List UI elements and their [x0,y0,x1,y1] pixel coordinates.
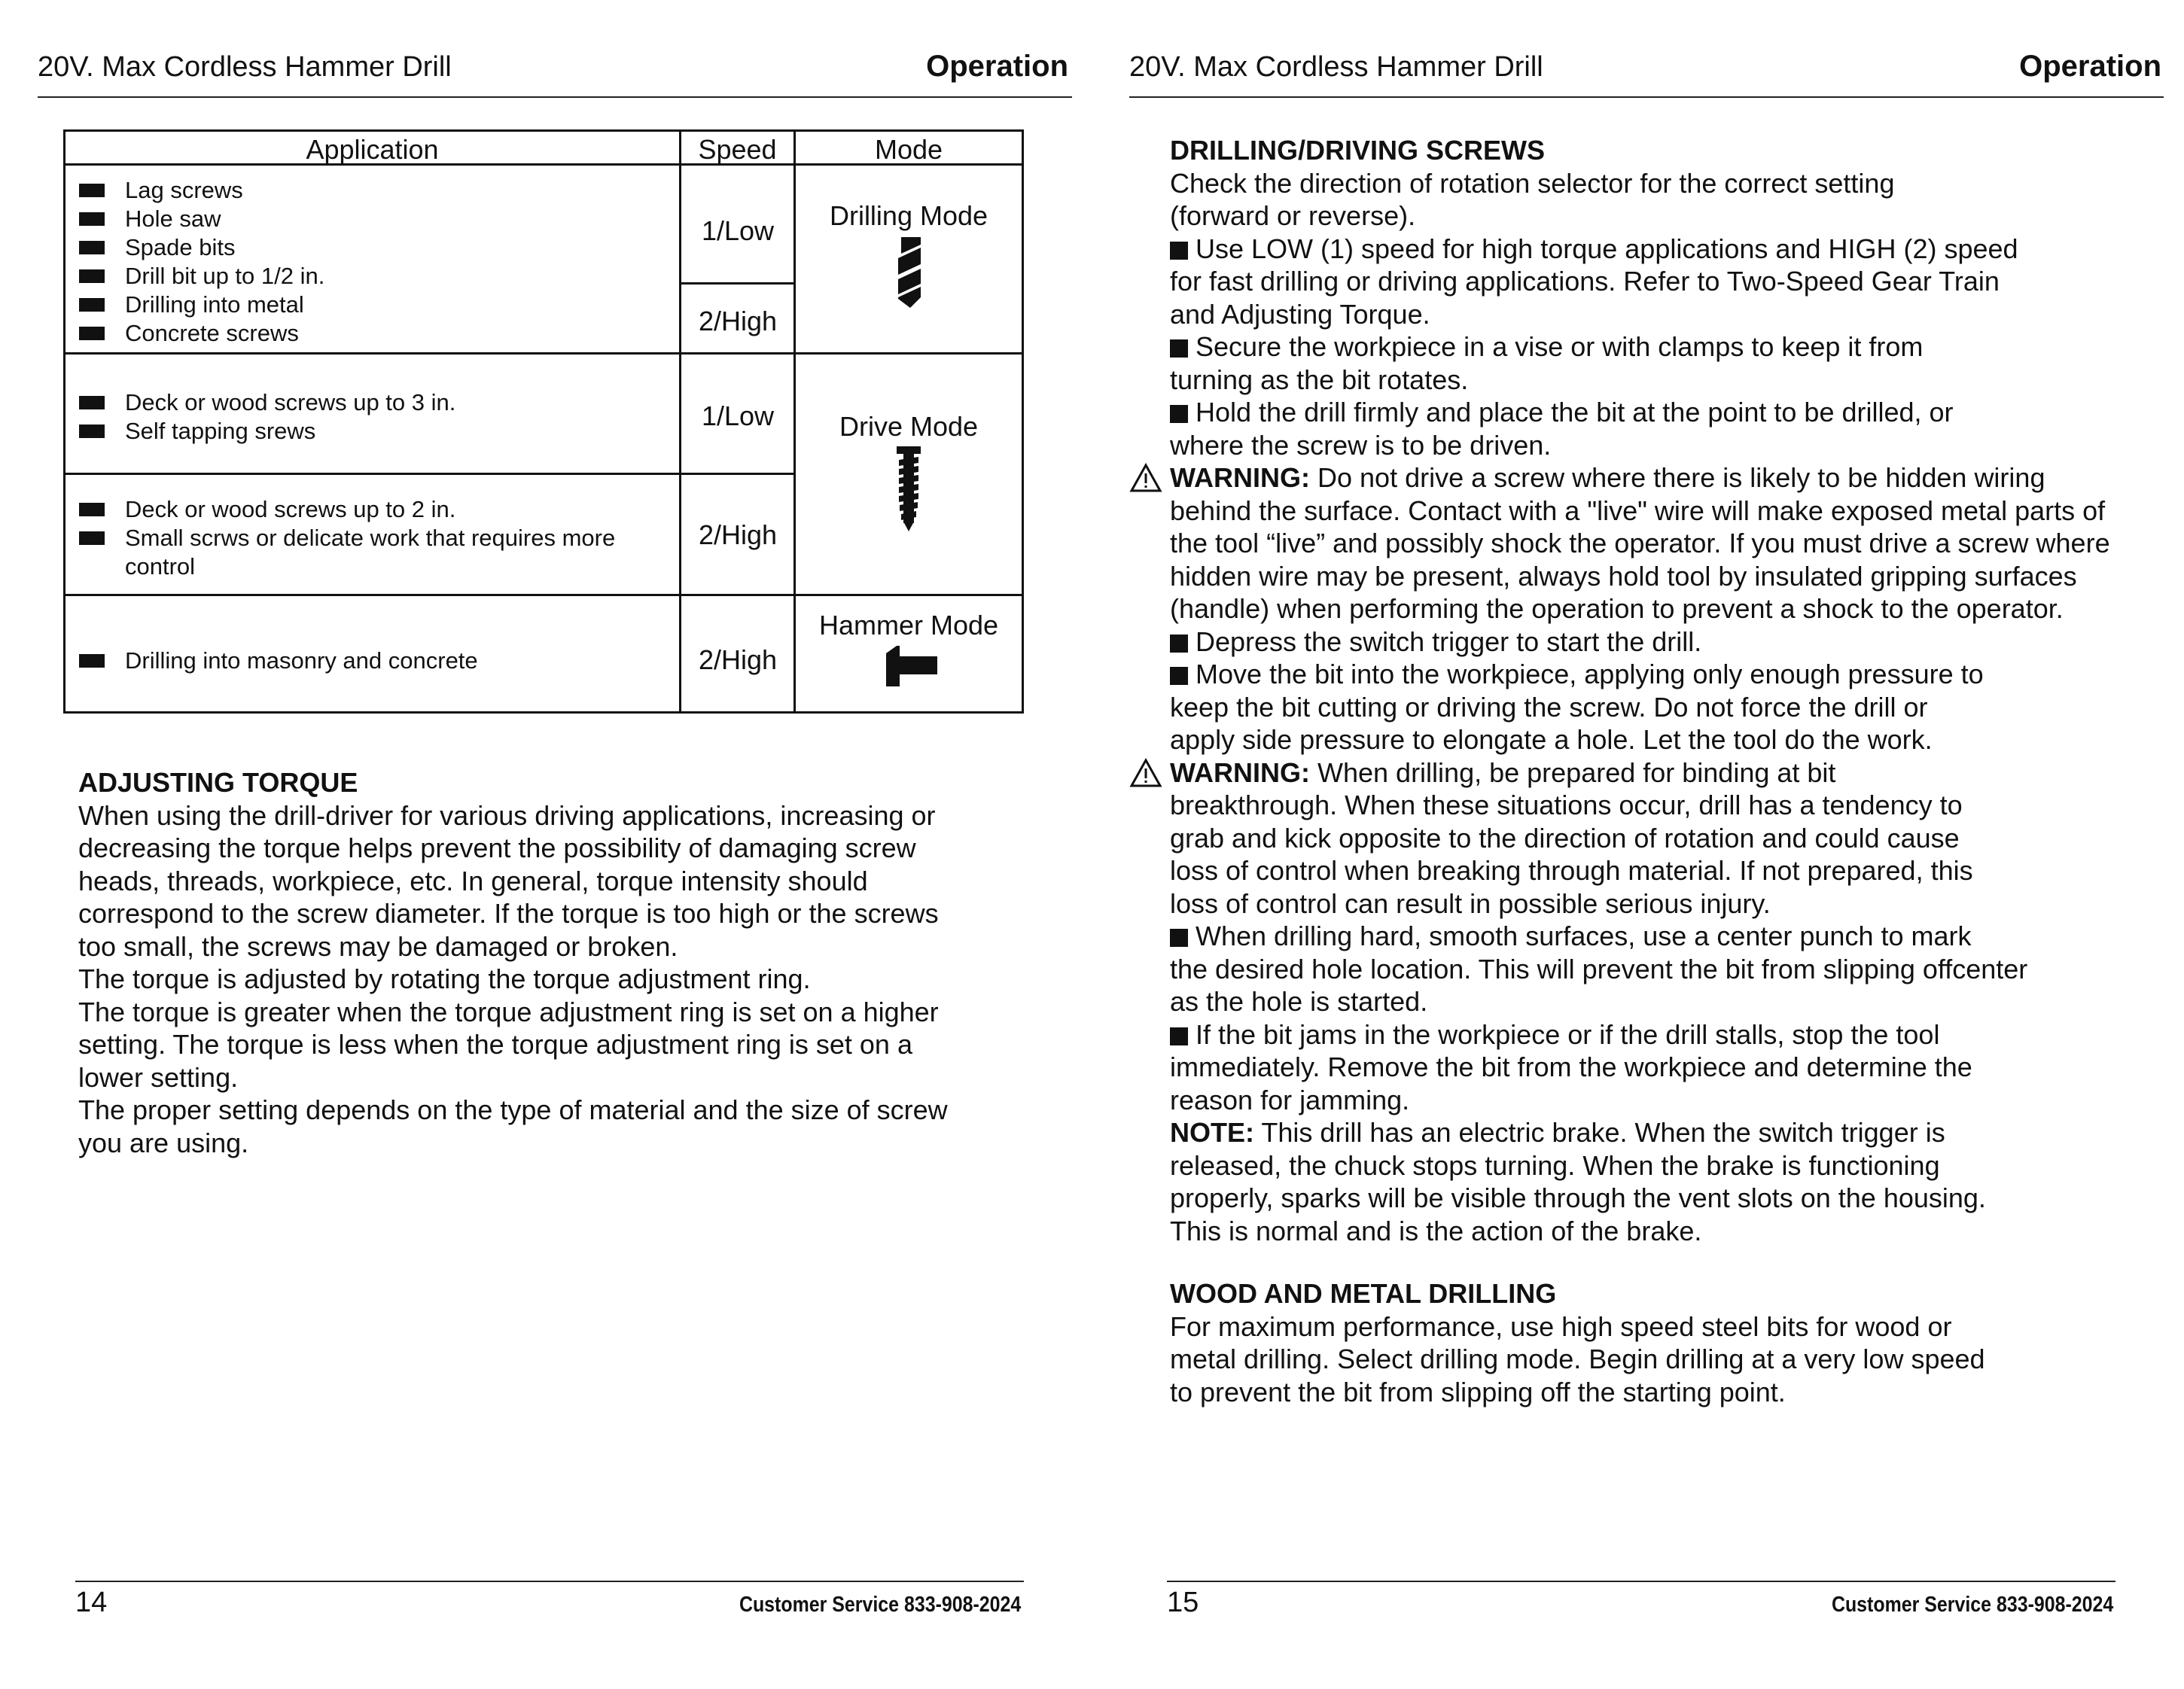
speed-low: 1/Low [701,400,775,431]
header-application: Application [306,134,439,165]
wood-metal-section [1170,1277,1985,1408]
speed-high: 2/High [698,306,778,336]
paragraph-line: The torque is adjusted by rotating the torque adjustment ring. [78,963,811,994]
paragraph-line: decreasing the torque helps prevent the possibility of damaging screw [78,832,916,863]
mode-drilling: Drilling Mode [829,200,988,231]
list-bullet [79,327,105,340]
paragraph-line: When using the drill-driver for various driving applications, increasing or [78,799,936,831]
mode-hammer: Hammer Mode [818,610,999,641]
warning-line: WARNING: When drilling, be prepared for binding at bit [1170,756,2110,790]
page-number: 14 [75,1587,108,1618]
note-label: NOTE: [1170,1117,1254,1148]
list-item: Drilling into masonry and concrete [125,647,478,674]
list-bullet [79,298,105,312]
customer-service: Customer Service 833-908-2024 [1831,1593,2113,1617]
customer-service: Customer Service 833-908-2024 [739,1593,1021,1617]
bullet-line: When drilling hard, smooth surfaces, use a center punch to mark [1170,920,2110,953]
paragraph-line: heads, threads, workpiece, etc. In general, torque intensity should [78,865,868,896]
square-bullet-icon [1170,405,1188,423]
section-heading: ADJUSTING TORQUE [78,767,358,798]
square-bullet-icon [1170,929,1188,947]
paragraph-line: Check the direction of rotation selector for the correct setting [1170,167,1895,199]
paragraph-line: immediately. Remove the bit from the workpiece and determine the [1170,1051,1972,1082]
list-bullet [79,269,105,283]
adjusting-torque-section [78,766,948,1159]
paragraph-line: metal drilling. Select drilling mode. Begin drilling at a very low speed [1170,1344,1985,1374]
paragraph-line: too small, the screws may be damaged or broken. [78,930,678,962]
header-title: 20V. Max Cordless Hammer Drill [1129,51,1543,83]
header-section: Operation [926,50,1068,83]
footer-rule [75,1581,1024,1582]
paragraph-line: lower setting. [78,1061,239,1093]
drill-bit-icon [895,237,922,309]
list-item: Small scrws or delicate work that requires more [125,525,616,551]
square-bullet-icon [1170,635,1188,653]
paragraph-line: to prevent the bit from slipping off the starting point. [1170,1376,1786,1408]
paragraph-line: properly, sparks will be visible through the vent slots on the housing. [1170,1182,1986,1213]
bullet-line: Depress the switch trigger to start the drill. [1170,625,2110,659]
paragraph-line: (handle) when performing the operation to prevent a shock to the operator. [1170,593,2064,624]
speed-high: 2/High [698,644,778,675]
paragraph-line: turning as the bit rotates. [1170,364,1469,395]
paragraph-line: where the screw is to be driven. [1170,429,1552,461]
warning-line: WARNING: Do not drive a screw where there is likely to be hidden wiring [1170,461,2110,495]
list-item: Deck or wood screws up to 2 in. [125,496,456,522]
table-divider [65,352,1022,355]
paragraph-line: for fast drilling or driving applications. Refer to Two-Speed Gear Train [1170,266,2000,297]
paragraph-line: breakthrough. When these situations occur, drill has a tendency to [1170,790,1963,820]
paragraph-line: keep the bit cutting or driving the screw. Do not force the drill or [1170,691,1928,723]
hammer-icon [886,646,937,686]
list-bullet [79,531,105,545]
list-bullet [79,184,105,197]
list-bullet [79,212,105,226]
application-table [63,129,1024,714]
square-bullet-icon [1170,667,1188,685]
square-bullet-icon [1170,339,1188,358]
paragraph-line: hidden wire may be present, always hold tool by insulated gripping surfaces [1170,560,2077,592]
warning-label: WARNING: [1170,756,1310,788]
bullet-line: If the bit jams in the workpiece or if the drill stalls, stop the tool [1170,1018,2110,1051]
list-bullet [79,396,105,409]
warning-triangle-icon [1129,758,1162,788]
paragraph-line: The torque is greater when the torque adjustment ring is set on a higher [78,996,939,1027]
list-item: Deck or wood screws up to 3 in. [125,389,456,415]
header-title: 20V. Max Cordless Hammer Drill [38,51,452,83]
bullet-line: Move the bit into the workpiece, applying only enough pressure to [1170,658,2110,691]
list-item: Drill bit up to 1/2 in. [125,263,325,289]
list-bullet [79,241,105,254]
paragraph-line: grab and kick opposite to the direction of rotation and could cause [1170,822,1960,854]
section-heading: WOOD AND METAL DRILLING [1170,1278,1557,1309]
header-section: Operation [2019,50,2161,83]
paragraph-line: The proper setting depends on the type of material and the size of screw [78,1094,948,1125]
list-bullet [79,503,105,516]
warning-label: WARNING: [1170,462,1310,493]
table-divider [65,594,1022,596]
list-item: Spade bits [125,234,236,260]
bullet-line: Secure the workpiece in a vise or with clamps to keep it from [1170,330,2110,364]
paragraph-line: setting. The torque is less when the torque adjustment ring is set on a [78,1029,912,1060]
paragraph-line: For maximum performance, use high speed steel bits for wood or [1170,1310,1952,1342]
drilling-driving-section [1170,134,2110,1247]
header-speed: Speed [698,134,777,165]
warning-triangle-icon [1129,463,1162,493]
list-bullet [79,425,105,438]
paragraph-line: as the hole is started. [1170,986,1428,1017]
header-mode: Mode [874,134,943,165]
list-item: Lag screws [125,177,243,203]
paragraph-line: loss of control when breaking through material. If not prepared, this [1170,855,1973,886]
paragraph-line: apply side pressure to elongate a hole. Let the tool do the work. [1170,724,1933,755]
list-item-continuation: control [125,553,196,580]
header-rule [38,96,1072,98]
table-divider [679,282,793,285]
page-number: 15 [1167,1587,1199,1618]
table-divider [65,473,796,475]
paragraph-line: reason for jamming. [1170,1084,1410,1115]
bullet-line: Use LOW (1) speed for high torque applications and HIGH (2) speed [1170,233,2110,266]
square-bullet-icon [1170,242,1188,260]
list-item: Concrete screws [125,320,299,346]
header-rule [1129,96,2164,98]
list-item: Self tapping srews [125,418,316,444]
square-bullet-icon [1170,1027,1188,1045]
paragraph-line: the tool “live” and possibly shock the operator. If you must drive a screw where [1170,528,2110,558]
footer-rule [1167,1581,2115,1582]
list-bullet [79,654,105,668]
speed-high: 2/High [698,519,778,550]
speed-low: 1/Low [701,215,775,246]
note-line: NOTE: This drill has an electric brake. When the switch trigger is [1170,1117,1945,1148]
section-heading: DRILLING/DRIVING SCREWS [1170,135,1546,166]
paragraph-line: behind the surface. Contact with a "live" wire will make exposed metal parts of [1170,495,2106,526]
bullet-line: Hold the drill firmly and place the bit at the point to be drilled, or [1170,396,2110,429]
screw-icon [894,446,923,532]
paragraph-line: and Adjusting Torque. [1170,298,1430,330]
right-page [1092,0,2184,1689]
paragraph-line: the desired hole location. This will prevent the bit from slipping offcenter [1170,953,2028,984]
paragraph-line: released, the chuck stops turning. When the brake is functioning [1170,1149,1940,1181]
paragraph-line: correspond to the screw diameter. If the torque is too high or the screws [78,898,939,929]
paragraph-line: This is normal and is the action of the brake. [1170,1215,1702,1246]
paragraph-line: you are using. [78,1127,249,1158]
paragraph-line: (forward or reverse). [1170,200,1416,231]
list-item: Hole saw [125,205,221,232]
paragraph-line: loss of control can result in possible serious injury. [1170,887,1771,919]
mode-drive: Drive Mode [839,411,979,442]
list-item: Drilling into metal [125,291,304,318]
